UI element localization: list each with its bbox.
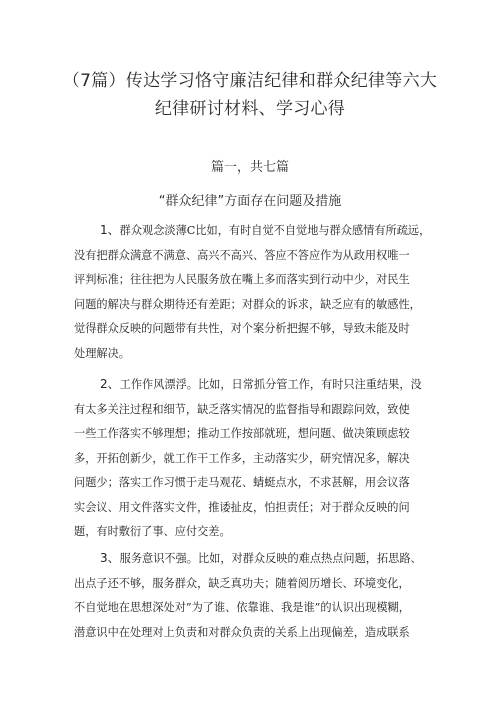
paragraph-line: 问题少；落实工作习惯于走马观花、蜻蜓点水，不求甚解，用会议落 [74,476,410,489]
paragraph-line: 出点子还不够，服务群众，缺乏真功夫；随着阅历增长、环境变化， [74,576,410,590]
paragraph-line [74,546,434,572]
paragraph-3 [74,546,434,645]
paragraph-number: 2、 [100,377,120,391]
paragraph-1 [74,218,434,366]
document-title-line-2: 纪律研讨材料、学习心得 [154,99,346,119]
paragraph-line: 不自觉地在思想深处对”为了谁、依靠谁、我是谁”的认识出现模糊， [74,601,410,614]
paragraph-line: 问题的解决与群众期待还有差距；对群众的诉求，缺乏应有的敏感性， [74,297,421,311]
paragraph-line: 没有把群众满意不满意、高兴不高兴、答应不答应作为从政用权唯一 [74,248,410,262]
paragraph-line: 实会议、用文件落实文件，推诿扯皮，怕担责任；对于群众反映的问 [74,500,410,514]
paragraph-number: 1、 [100,223,120,237]
paragraph-line: 潜意识中在处理对上负责和对群众负责的关系上出现偏差，造成联系 [74,625,410,639]
section-heading: 篇一，共七篇 [210,160,289,175]
document-title-line-1: （7篇）传达学习恪守廉洁纪律和群众纪律等六大 [62,71,438,91]
paragraph-line: 有太多关注过程和细节，缺乏落实情况的监督指导和跟踪问效，致使 [74,402,410,416]
paragraph-text: 工作作风漂浮。比如，日常抓分管工作，有时只注重结果，没 [119,378,422,391]
paragraph-line: 一些工作落实不够理想；推动工作按部就班，想问题、做决策顾虑较 [74,427,410,440]
paragraph-text: 群众观念淡薄C比如，有时自觉不自觉地与群众感情有所疏远， [119,224,431,237]
paragraph-line [74,218,434,244]
paragraph-number: 3、 [100,551,120,565]
paragraph-2 [74,372,434,545]
paragraph-line: 题，有时敷衍了事、应付交差。 [74,525,231,538]
paragraph-text: 服务意识不强。比如，对群众反映的难点热点问题，拓思路、 [119,552,422,565]
paragraph-line [74,372,434,398]
paragraph-line: 评判标准；往往把为人民服务放在嘴上多而落实到行动中少，对民生 [74,273,410,286]
paragraph-line: 多，开拓创新少，就工作干工作多，主动落实少，研究情况多，解决 [74,451,410,465]
paragraph-line: 觉得群众反映的问题带有共性，对个案分析把握不够，导致未能及时 [74,322,410,335]
paragraph-line: 处理解决。 [74,346,130,360]
sub-heading: “群众纪律”方面存在问题及措施 [158,194,342,209]
